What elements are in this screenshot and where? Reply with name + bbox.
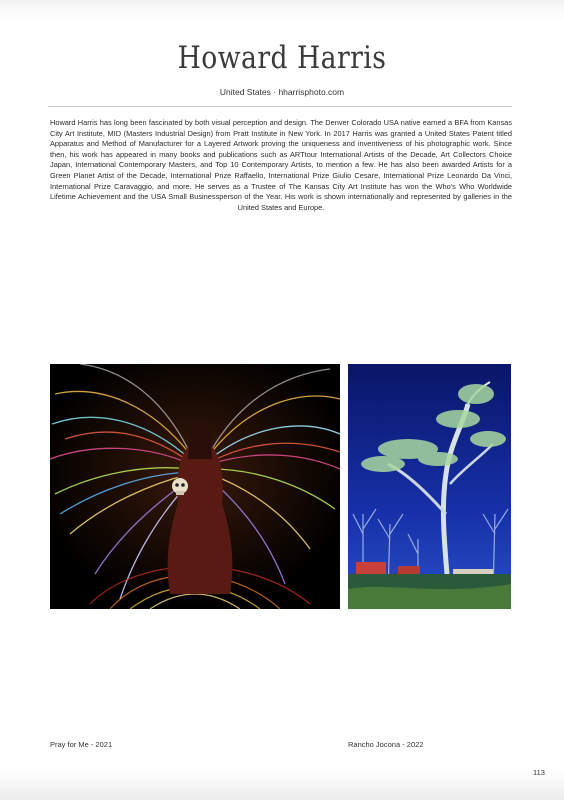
artist-biography: Howard Harris has long been fascinated by both visual perception and design. The Denver Colorado USA native earned a BFA from Kansas City Art Institute, MID (Masters Industrial Design) from Pratt Institute in New York. In 2017 Harris was granted a United States Patent titled Apparatus and Method of Manufacturer for a Layered Artwork proving the uniqueness and inventiveness of his photographic work. Since then, his work has appeared in many books and publications such as ARTtour International Artists of the Decade, Art Collectors Choice Japan, International Contemporary Masters, and Top 10 Contemporary Artists, to mention a few. He has also been awarded Artists for a Green Planet Artist of the Decade, International Prize Raffaello, International Prize Giulio Cesare, International Prize Leonardo Da Vinci, International Prize Caravaggio, and more. He serves as a Trustee of The Kansas City Art Institute has won the Who's Who Worldwide Lifetime Achievement and the USA Small Businessperson of the Year. His work is shown internationally and represented by galleries in the United States and Europe. <box>50 118 512 212</box>
angel-figure-illustration <box>50 364 340 609</box>
artwork-caption-2: Rancho Jocona - 2022 <box>348 740 424 749</box>
artwork-caption-1: Pray for Me - 2021 <box>50 740 113 749</box>
artwork-image-rancho-jocona <box>348 364 511 609</box>
artwork-image-pray-for-me <box>50 364 340 609</box>
page-number: 113 <box>533 768 545 777</box>
artist-name: Howard Harris <box>177 40 387 76</box>
artist-location-website: United States · hharrisphoto.com <box>219 87 345 97</box>
divider <box>48 106 512 107</box>
tree-landscape-illustration <box>348 364 511 609</box>
